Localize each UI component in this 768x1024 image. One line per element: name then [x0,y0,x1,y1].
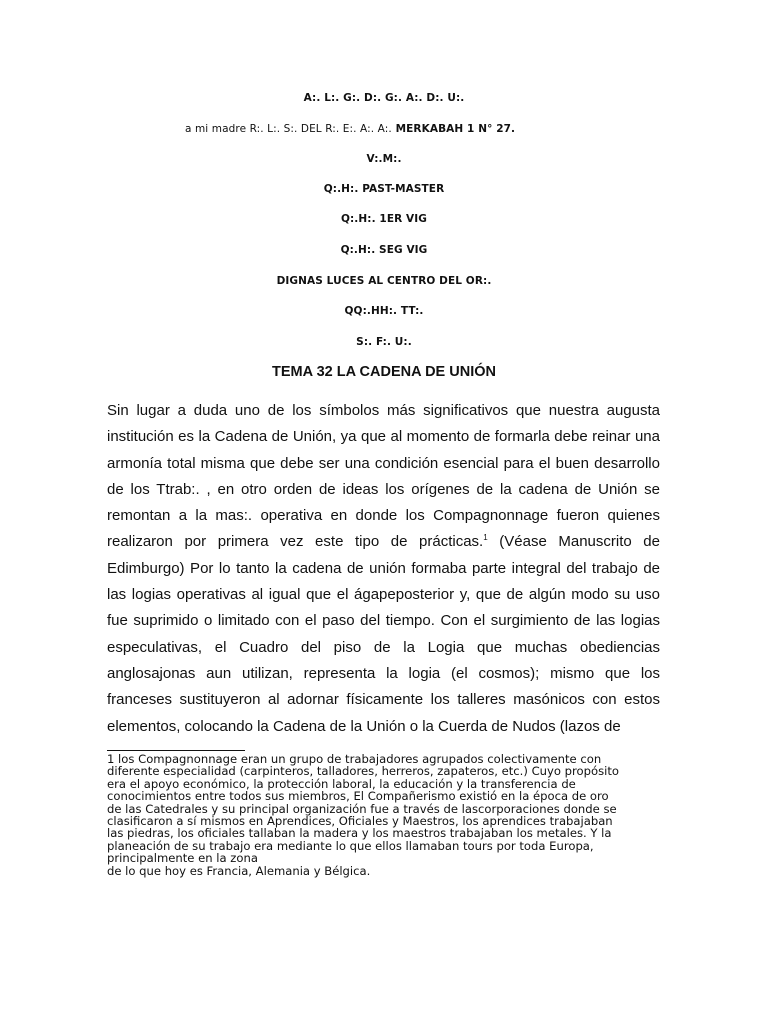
footnote-line: clasificaron a sí mismos en Aprendices, Oficiales y Maestros, los aprendices trabajaban [107,814,613,829]
footnote-separator [107,750,245,751]
footnote-line: de lo que hoy es Francia, Alemania y Bélgica. [107,863,371,878]
footnote-line: planeación de su trabajo era mediante lo que ellos llamaban tours por toda Europa, [107,838,594,853]
header-line-1: A:. L:. G:. D:. G:. A:. D:. U:. [303,92,465,104]
header-line-4: Q:.H:. PAST-MASTER [323,183,445,195]
footnote [107,753,667,877]
header-line-7: DIGNAS LUCES AL CENTRO DEL OR:. [276,275,492,287]
header-line-8: QQ:.HH:. TT:. [344,305,424,317]
header-line-2-lodge: MERKABAH 1 N° 27. [395,123,516,135]
header-line-6: Q:.H:. SEG VIG [340,244,428,256]
body-paragraph [107,398,660,740]
body-paragraph-part-1: Sin lugar a duda uno de los símbolos más significativos que nuestra augusta institución es la Cadena de Unión, ya que al momento de formarla debe reinar una armonía total misma que debe ser una condición esencial para el buen desarrollo de los Ttrab:. , en otro orden de ideas los orígenes de la cadena de Unión se remontan a la mas:. operativa en donde los Compagnonnage fueron quienes realizaron por primera vez este tipo de prácticas. [107,402,660,551]
header-line-5: Q:.H:. 1ER VIG [340,213,427,225]
footnote-line: diferente especialidad (carpinteros, talladores, herreros, zapateros, etc.) Cuyo propósito [107,764,619,779]
footnote-line: conocimientos entre todos sus miembros, El Compañerismo existió en la época de oro [107,789,609,804]
header-line-2-prefix: a mi madre R:. L:. S:. DEL R:. E:. A:. A:. [185,123,392,135]
document-title: TEMA 32 LA CADENA DE UNIÓN [272,364,496,380]
header-line-2 [185,123,515,135]
footnote-line: de las Catedrales y su principal organización fue a través de lascorporaciones donde se [107,801,617,816]
footnote-line: era el apoyo económico, la protección laboral, la educación y la transferencia de [107,776,576,791]
header-line-9: S:. F:. U:. [356,336,412,348]
header-line-3: V:.M:. [366,153,402,165]
footnote-line: principalmente en la zona [107,851,258,866]
body-paragraph-part-2: (Véase Manuscrito de Edimburgo) Por lo tanto la cadena de unión formaba parte integral del trabajo de las logias operativas al igual que el ágapeposterior y, que de algún modo su uso fue suprimido o limitado con el paso del tiempo. Con el surgimiento de las logias especulativas, el Cuadro del piso de la Logia que muchas obediencias anglosajonas aun utilizan, representa la logia (el cosmos); mismo que los franceses sustituyeron al adornar físicamente los talleres masónicos con estos elementos, colocando la Cadena de la Unión o la Cuerda de Nudos (lazos de [107,533,660,735]
footnote-line: 1 los Compagnonnage eran un grupo de trabajadores agrupados colectivamente con [107,752,602,766]
footnote-line: las piedras, los oficiales tallaban la madera y los maestros trabajaban los metales. Y la [107,826,612,841]
footnote-reference[interactable]: 1 [483,533,488,543]
